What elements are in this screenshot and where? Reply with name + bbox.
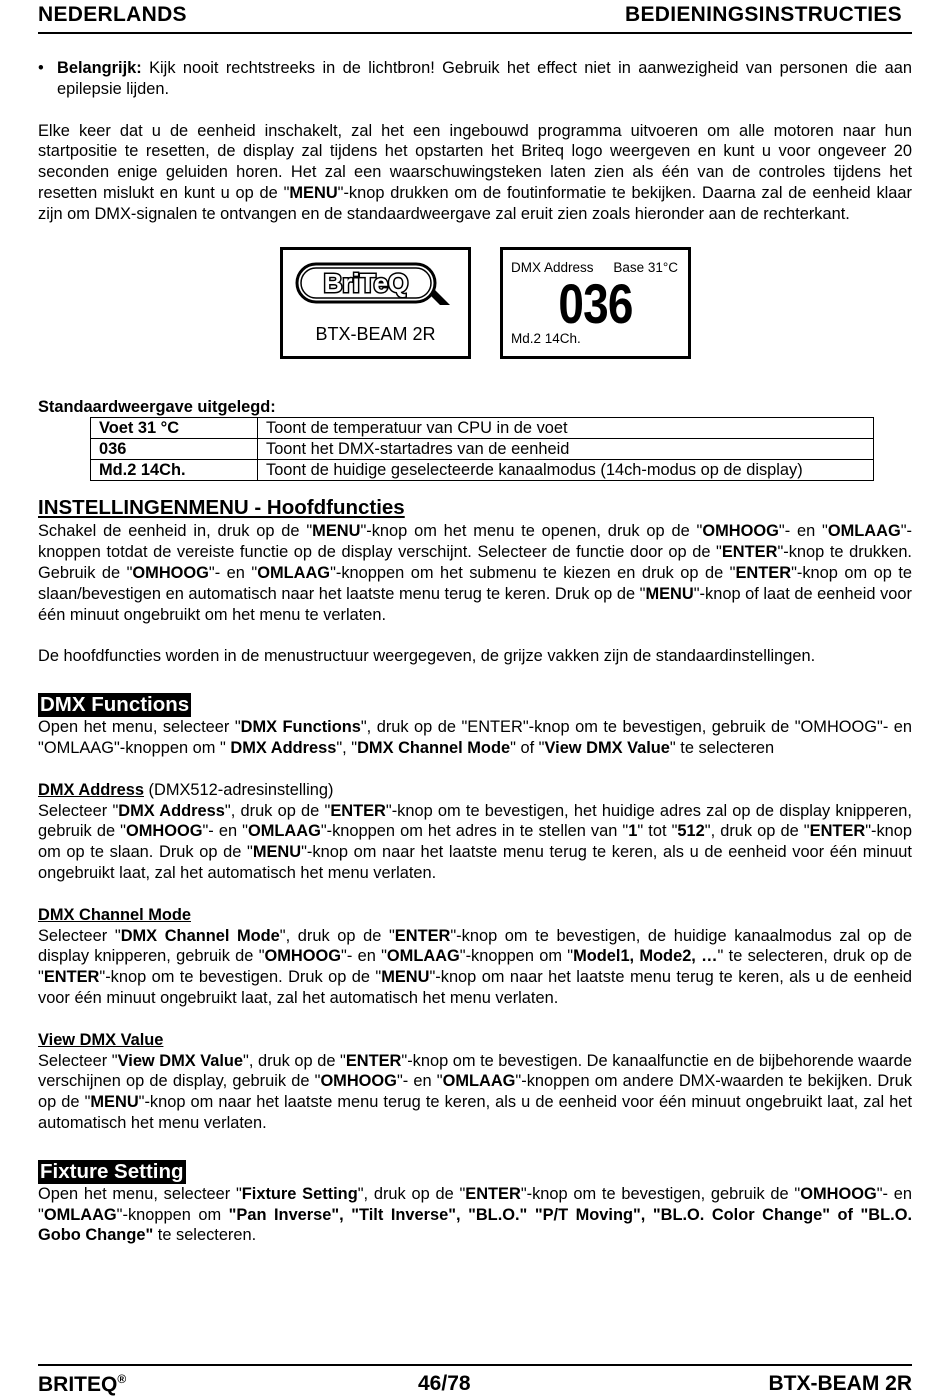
warning-text: Kijk nooit rechtstreeks in de lichtbron! Gebruik het effect niet in aanwezigheid van personen die aan epilepsie lijden. (57, 59, 912, 98)
dmx-mode-heading: DMX Channel Mode (38, 905, 191, 924)
row-key: 036 (91, 439, 258, 460)
dmx-functions-heading: DMX Functions (40, 693, 190, 717)
display-address-value: 036 (558, 271, 633, 335)
fixture-setting-heading: Fixture Setting (40, 1159, 184, 1183)
figures (38, 247, 912, 397)
header-language: NEDERLANDS (38, 3, 187, 26)
footer-model: BTX-BEAM 2R (768, 1372, 912, 1395)
default-view-table (90, 417, 874, 481)
page-header (38, 0, 912, 34)
logo-model: BTX-BEAM 2R (315, 323, 436, 344)
warning-label: Belangrijk: (57, 59, 142, 77)
dmx-functions-paragraph: Open het menu, selecteer "DMX Functions", druk op de "ENTER"-knop om te bevestigen, gebruik de "OMHOOG"- en "OMLAAG"-knoppen om " DMX Address", "DMX Channel Mode" of "View DMX Value" te selecteren (38, 718, 913, 757)
intro-text-a: Elke keer dat u de eenheid inschakelt, zal het een ingebouwd programma uitvoeren om alle motoren naar hun startpositie te resetten, de display zal tijdens het opstarten het Briteq logo weergeven en kunt u voor ongeveer 20 seconden enige geluiden horen. Het zal een waarschuwingsteken laten zien als één van de controles tijdens het resetten mislukt en kunt u op de " (38, 121, 912, 202)
page-content (38, 58, 912, 1246)
display-address-label: DMX Address (511, 259, 594, 275)
row-desc: Toont het DMX-startadres van de eenheid (258, 439, 874, 460)
menu-heading: INSTELLINGENMENU - Hoofdfuncties (38, 496, 405, 520)
menu-paragraph: Schakel de eenheid in, druk op de "MENU"-knop om het menu te openen, druk op de "OMHOOG"- en "OMLAAG"-knoppen totdat de vereiste functie op de display verschijnt. Selecteer de functie door op de "ENTER"-knop te drukken. Gebruik de "OMHOOG"- en "OMLAAG"-knoppen om het submenu te kiezen en druk op de "ENTER"-knop om op te slaan/bevestigen en automatisch naar het laatste menu terug te keren. Druk op de "MENU"-knop of laat de eenheid voor één minuut ongebruikt om het menu te verlaten. (38, 522, 913, 624)
intro-menu-key: MENU (289, 183, 338, 202)
table-row (91, 418, 874, 439)
row-desc: Toont de temperatuur van CPU in de voet (258, 418, 874, 439)
logo-display-figure (280, 247, 471, 359)
default-display-figure (500, 247, 691, 359)
menu-structure-note: De hoofdfuncties worden in de menustructuur weergegeven, de grijze vakken zijn de standaardinstellingen. (38, 647, 816, 666)
registered-mark: ® (117, 1372, 127, 1386)
dmx-view-heading: View DMX Value (38, 1030, 164, 1049)
page-footer (38, 1364, 912, 1399)
row-desc: Toont de huidige geselecteerde kanaalmodus (14ch-modus op de display) (258, 460, 874, 481)
header-section: BEDIENINGSINSTRUCTIES (625, 3, 902, 26)
intro-text-c: "-knop drukken om de foutinformatie te bekijken. Daarna zal de eenheid klaar zijn om DMX-signalen te ontvangen en de standaardweergave zal eruit zien zoals hieronder aan de rechterkant. (38, 183, 912, 223)
default-view-title: Standaardweergave uitgelegd: (38, 397, 276, 416)
dmx-view-title-line (38, 1030, 912, 1051)
row-key: Voet 31 °C (91, 418, 258, 439)
table-row (91, 460, 874, 481)
table-row (91, 439, 874, 460)
dmx-address-paragraph: Selecteer "DMX Address", druk op de "ENTER"-knop om te bevestigen, het huidige adres zal op de display knipperen, gebruik de "OMHOOG"- en "OMLAAG"-knoppen om het adres in te stellen van "1" tot "512", druk op de "ENTER"-knop om op te slaan. Druk op de "MENU"-knop om naar het laatste menu terug te keren, als u de eenheid voor één minuut ongebruikt laat, zal het automatisch het menu verlaten. (38, 801, 913, 882)
page-number: 46/78 (418, 1372, 471, 1395)
warning-bullet (38, 58, 912, 100)
dmx-mode-paragraph: Selecteer "DMX Channel Mode", druk op de "ENTER"-knop om te bevestigen, de huidige kanaalmodus zal op de display knipperen, gebruik de "OMHOOG"- en "OMLAAG"-knoppen om "Model1, Mode2, …" te selecteren, druk op de "ENTER"-knop om te bevestigen. Druk op de "MENU"-knop om naar het laatste menu terug te keren, als u de eenheid voor één minuut ongebruikt laat, zal het automatisch het menu verlaten. (38, 926, 912, 1007)
briteq-logo (294, 261, 454, 309)
display-temp-label: Base 31°C (613, 259, 678, 275)
dmx-view-paragraph: Selecteer "View DMX Value", druk op de "ENTER"-knop om te bevestigen. De kanaalfunctie en de bijbehorende waarde verschijnen op de display, gebruik de "OMHOOG"- en "OMLAAG"-knoppen om andere DMX-waarden te bekijken. Druk op de "MENU"-knop om naar het laatste menu terug te keren, als u de eenheid voor één minuut ongebruikt laat, zal het automatisch het menu verlaten. (38, 1051, 913, 1132)
footer-brand (38, 1372, 126, 1397)
dmx-address-subtitle: (DMX512-adresinstelling) (143, 780, 334, 799)
intro-paragraph (38, 121, 912, 225)
row-key: Md.2 14Ch. (91, 460, 258, 481)
footer-brand-text: BRITEQ (38, 1373, 118, 1396)
dmx-address-heading: DMX Address (38, 780, 144, 799)
dmx-address-title-line (38, 780, 912, 801)
dmx-mode-title-line (38, 905, 912, 926)
logo-text: BriTeQ (323, 267, 409, 298)
display-mode: Md.2 14Ch. (511, 330, 581, 346)
fixture-setting-paragraph: Open het menu, selecteer "Fixture Setting", druk op de "ENTER"-knop om te bevestigen, gebruik de "OMHOOG"- en "OMLAAG"-knoppen om "Pan Inverse", "Tilt Inverse", "BL.O." "P/T Moving", "BL.O. Color Change" of "BL.O. Gobo Change" te selecteren. (38, 1184, 912, 1245)
